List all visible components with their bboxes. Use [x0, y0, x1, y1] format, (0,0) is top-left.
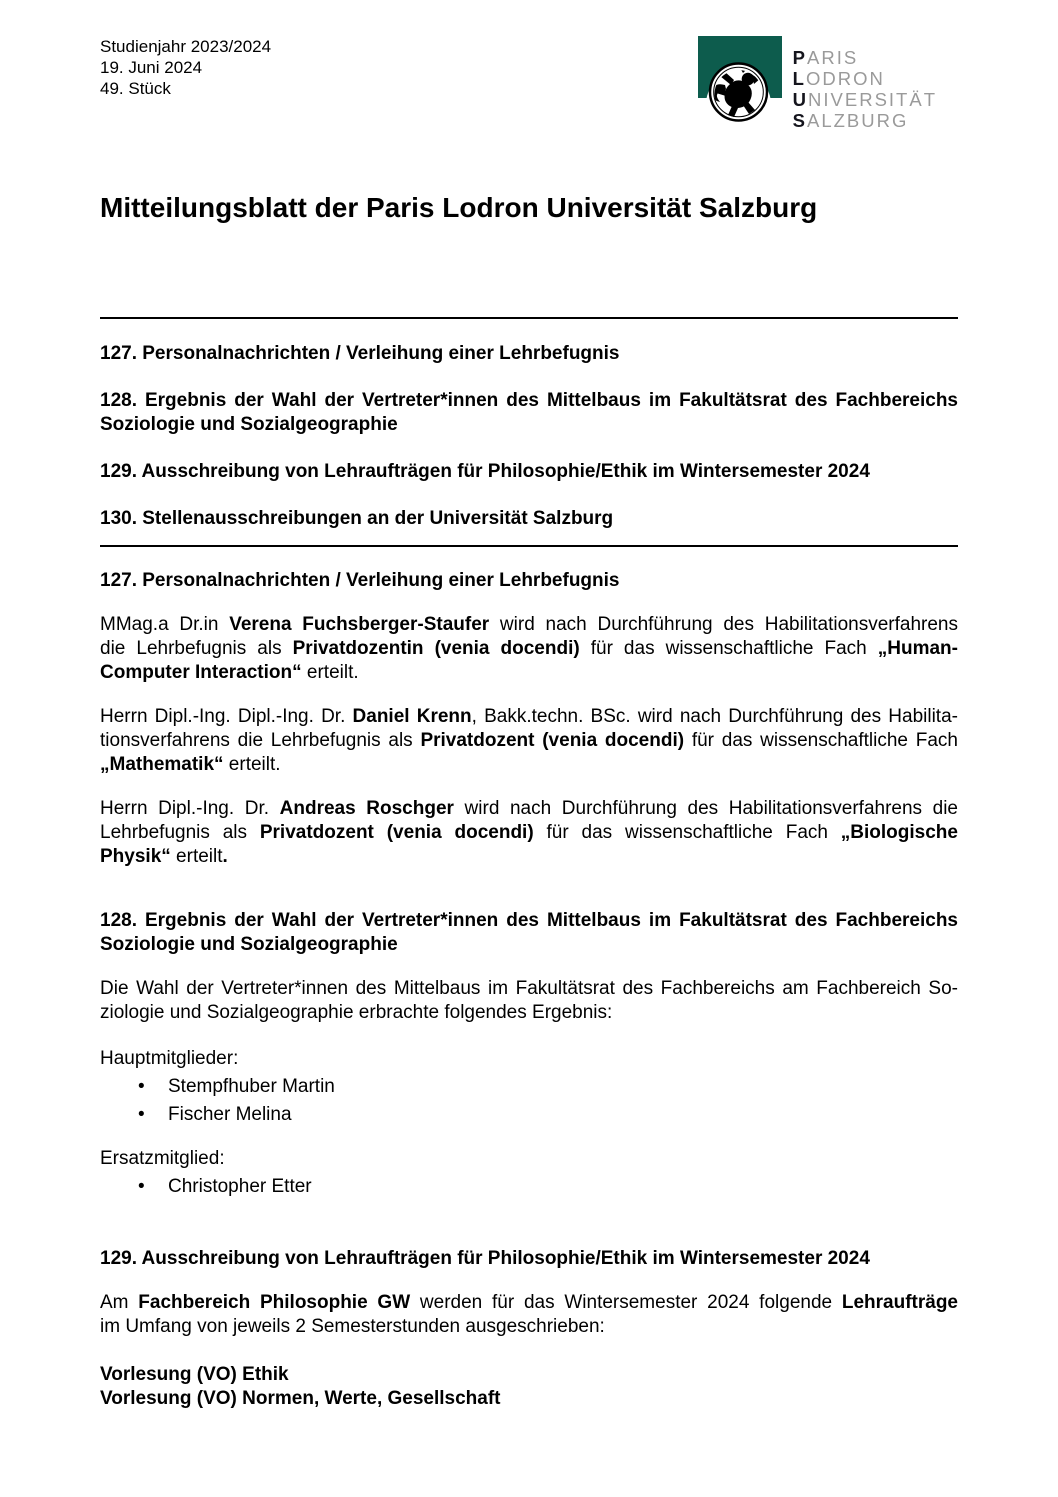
main-members-label: Hauptmitglieder:	[100, 1048, 239, 1069]
substitute-member-label: Ersatzmitglied:	[100, 1148, 225, 1169]
toc-item-129: 129. Ausschreibung von Lehraufträgen für Philosophie/Ethik im Wintersemester 2024	[100, 461, 870, 482]
paragraph-krenn: Herrn Dipl.-Ing. Dipl.-Ing. Dr. Daniel Krenn, Bakk.techn. BSc. wird nach Durchführung des Habilita- tionsverfahrens die Lehrbefugnis als Privatdozent (venia docendi) für das wissenschaftliche Fach „Mathematik“ erteilt.	[100, 706, 959, 775]
logo-initial: S	[792, 110, 807, 131]
logo-rest: ODRON	[805, 68, 885, 89]
section-heading-128: 128. Ergebnis der Wahl der Vertreter*innen des Mittelbaus im Fakultätsrat des Fachbereichs Soziologie und Sozialgeographie	[100, 910, 958, 955]
logo-rest: ALZBURG	[807, 110, 909, 131]
logo-initial: L	[792, 68, 806, 89]
paragraph-fuchsberger: MMag.a Dr.in Verena Fuchsberger-Staufer wird nach Durchführung des Habilitationsverfahrens die Lehrbefugnis als Privatdozentin (venia docendi) für das wissenschaftliche Fach „Human- Computer Interaction“ erteilt.	[100, 614, 958, 683]
studienjahr-line: Studienjahr 2023/2024	[100, 37, 272, 56]
list-item-member: • Fischer Melina	[138, 1103, 958, 1127]
list-item-member: • Christopher Etter	[138, 1175, 958, 1199]
section-heading-127: 127. Personalnachrichten / Verleihung einer Lehrbefugnis	[100, 570, 620, 591]
logo-wordmark	[793, 36, 937, 131]
paragraph-election-intro: Die Wahl der Vertreter*innen des Mittelbaus im Fakultätsrat des Fachbereichs am Fachbereich So- ziologie und Sozialgeographie erbrachte folgendes Ergebnis:	[100, 978, 958, 1023]
logo-line	[793, 110, 937, 131]
main-members-list	[100, 1075, 958, 1127]
logo-line	[793, 68, 937, 89]
list-item-member: • Stempfhuber Martin	[138, 1075, 958, 1099]
logo-initial: P	[792, 47, 807, 68]
divider-top	[100, 317, 958, 319]
issue-line: 49. Stück	[100, 79, 171, 98]
university-logo	[698, 36, 937, 131]
divider-toc-bottom	[100, 545, 958, 547]
toc-item-130: 130. Stellenausschreibungen an der Universität Salzburg	[100, 508, 614, 529]
course-list: Vorlesung (VO) Ethik Vorlesung (VO) Normen, Werte, Gesellschaft	[100, 1364, 501, 1409]
page-title: Mitteilungsblatt der Paris Lodron Universität Salzburg	[100, 192, 818, 223]
toc-item-128: 128. Ergebnis der Wahl der Vertreter*innen des Mittelbaus im Fakultätsrat des Fachbereichs Soziologie und Sozialgeographie	[100, 390, 958, 435]
logo-rest: NIVERSITÄT	[808, 89, 937, 110]
toc-item-127: 127. Personalnachrichten / Verleihung einer Lehrbefugnis	[100, 343, 620, 364]
paragraph-roschger: Herrn Dipl.-Ing. Dr. Andreas Roschger wird nach Durchführung des Habilitationsverfahrens die Lehrbefugnis als Privatdozent (venia docendi) für das wissenschaftliche Fach „Biologische Physik“ erteilt.	[100, 798, 959, 867]
lion-seal-icon	[698, 36, 788, 128]
section-heading-129: 129. Ausschreibung von Lehraufträgen für Philosophie/Ethik im Wintersemester 2024	[100, 1248, 870, 1269]
logo-rest: ARIS	[807, 47, 859, 68]
substitute-members-list	[100, 1175, 958, 1199]
logo-line	[793, 89, 937, 110]
date-line: 19. Juni 2024	[100, 58, 203, 77]
paragraph-lehrauftrag-intro: Am Fachbereich Philosophie GW werden für das Wintersemester 2024 folgende Lehraufträge im Umfang von jeweils 2 Semesterstunden ausgeschrieben:	[100, 1292, 958, 1337]
logo-initial: U	[792, 89, 809, 110]
page-header	[100, 0, 958, 164]
logo-line	[793, 47, 937, 68]
